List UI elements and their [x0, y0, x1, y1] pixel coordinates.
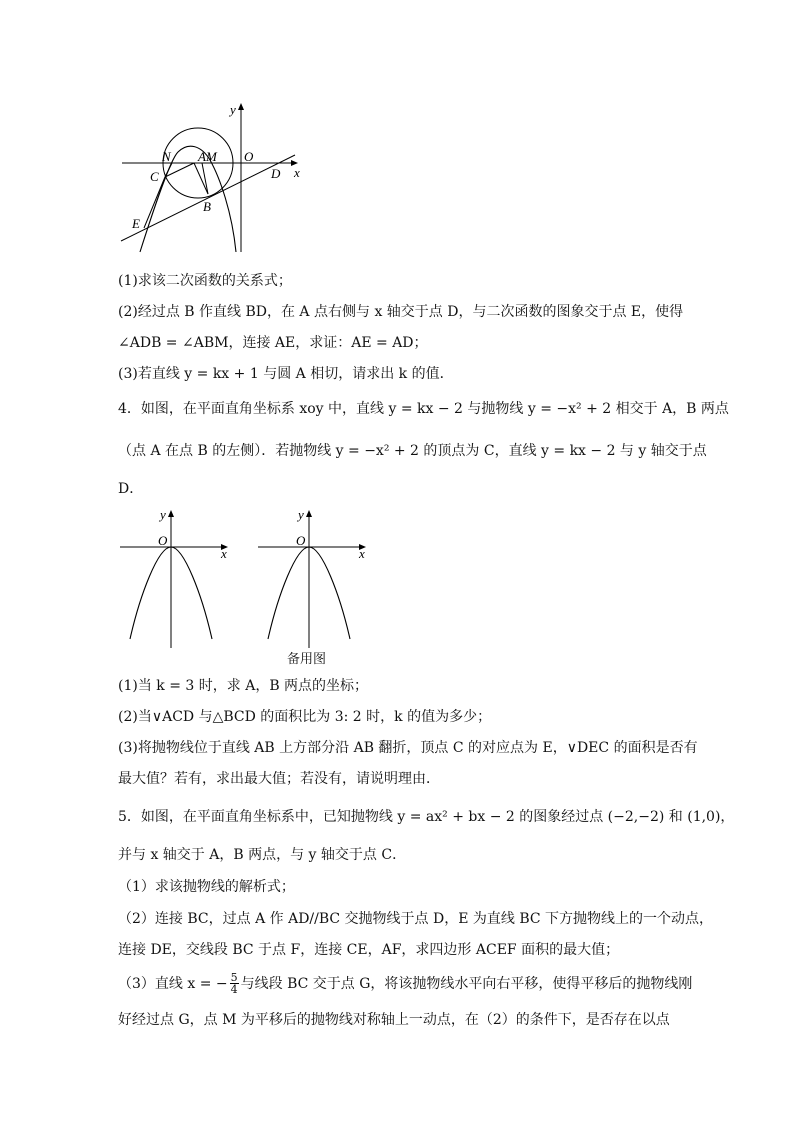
- segment-ca: [165, 163, 194, 177]
- p4-stem-line2: （点 A 在点 B 的左侧）．若抛物线 y = −x² + 2 的顶点为 C，直线 y = kx − 2 与 y 轴交于点: [118, 443, 707, 459]
- label-x: x: [359, 546, 365, 561]
- figure-parabola-main: [118, 505, 238, 650]
- figure-parabola-backup: [256, 505, 376, 650]
- p4-question-3-line2: 最大值？若有，求出最大值；若没有，请说明理由．: [118, 771, 440, 787]
- p5-q3-suffix: 与线段 BC 交于点 G，将该抛物线水平向右平移，使得平移后的抛物线刚: [240, 975, 693, 992]
- label-c: C: [150, 169, 159, 184]
- label-n: N: [162, 149, 171, 164]
- label-x: x: [294, 165, 300, 180]
- figure-circle-parabola: [118, 100, 308, 255]
- label-am: AM: [198, 149, 217, 164]
- p4-stem-line1: 4．如图，在平面直角坐标系 xoy 中，直线 y = kx − 2 与抛物线 y = −x² + 2 相交于 A，B 两点: [118, 401, 729, 417]
- p5-q3-prefix: （3）直线 x = −: [118, 975, 228, 992]
- label-d: D: [271, 166, 281, 181]
- p4-question-3-line1: (3)将抛物线位于直线 AB 上方部分沿 AB 翻折，顶点 C 的对应点为 E，∨DEC 的面积是否有: [118, 740, 698, 756]
- p5-question-3-line1: [118, 972, 692, 995]
- fraction: [230, 972, 239, 995]
- p5-stem-line1: 5．如图，在平面直角坐标系中，已知抛物线 y = ax² + bx − 2 的图象经过点 (−2,−2) 和 (1,0)，: [118, 809, 735, 825]
- label-x: x: [221, 546, 227, 561]
- backup-figure-caption: 备用图: [287, 652, 327, 667]
- label-o: O: [244, 149, 254, 164]
- label-o: O: [296, 533, 306, 548]
- label-e: E: [132, 216, 140, 231]
- label-b: B: [203, 199, 211, 214]
- y-axis-arrow: [238, 103, 244, 110]
- y-axis-arrow: [306, 510, 312, 517]
- segment-mb: [202, 163, 208, 194]
- p5-question-1: （1）求该抛物线的解析式；: [118, 879, 295, 895]
- fraction-denominator: 4: [230, 983, 238, 996]
- parabola: [140, 146, 236, 252]
- p3-question-2-line2: ∠ADB = ∠ABM，连接 AE，求证：AE = AD；: [118, 335, 428, 351]
- p5-question-2-line1: （2）连接 BC，过点 A 作 AD//BC 交抛物线于点 D，E 为直线 BC 下方抛物线上的一个动点，: [118, 911, 714, 927]
- label-y: y: [230, 102, 236, 117]
- p3-question-3: (3)若直线 y = kx + 1 与圆 A 相切，请求出 k 的值．: [118, 366, 454, 382]
- label-y: y: [298, 507, 304, 522]
- segment-ab: [194, 163, 208, 194]
- line-ebd: [121, 155, 295, 241]
- fraction-numerator: 5: [230, 971, 238, 984]
- p5-stem-line2: 并与 x 轴交于 A，B 两点，与 y 轴交于点 C．: [118, 847, 407, 863]
- p4-question-1: (1)当 k = 3 时，求 A，B 两点的坐标；: [118, 678, 369, 694]
- p5-question-2-line2: 连接 DE，交线段 BC 于点 F，连接 CE，AF，求四边形 ACEF 面积的最大值；: [118, 942, 620, 958]
- label-y: y: [160, 507, 166, 522]
- p4-question-2: (2)当∨ACD 与△BCD 的面积比为 3: 2 时，k 的值为多少；: [118, 709, 492, 725]
- p3-question-2-line1: (2)经过点 B 作直线 BD，在 A 点右侧与 x 轴交于点 D，与二次函数的图象交于点 E，使得: [118, 304, 684, 320]
- p5-question-3-line2: 好经过点 G，点 M 为平移后的抛物线对称轴上一动点，在（2）的条件下，是否存在以点: [118, 1012, 670, 1028]
- label-o: O: [158, 533, 168, 548]
- p4-stem-line3: D．: [118, 481, 144, 497]
- p3-question-1: (1)求该二次函数的关系式；: [118, 273, 292, 289]
- y-axis-arrow: [168, 510, 174, 517]
